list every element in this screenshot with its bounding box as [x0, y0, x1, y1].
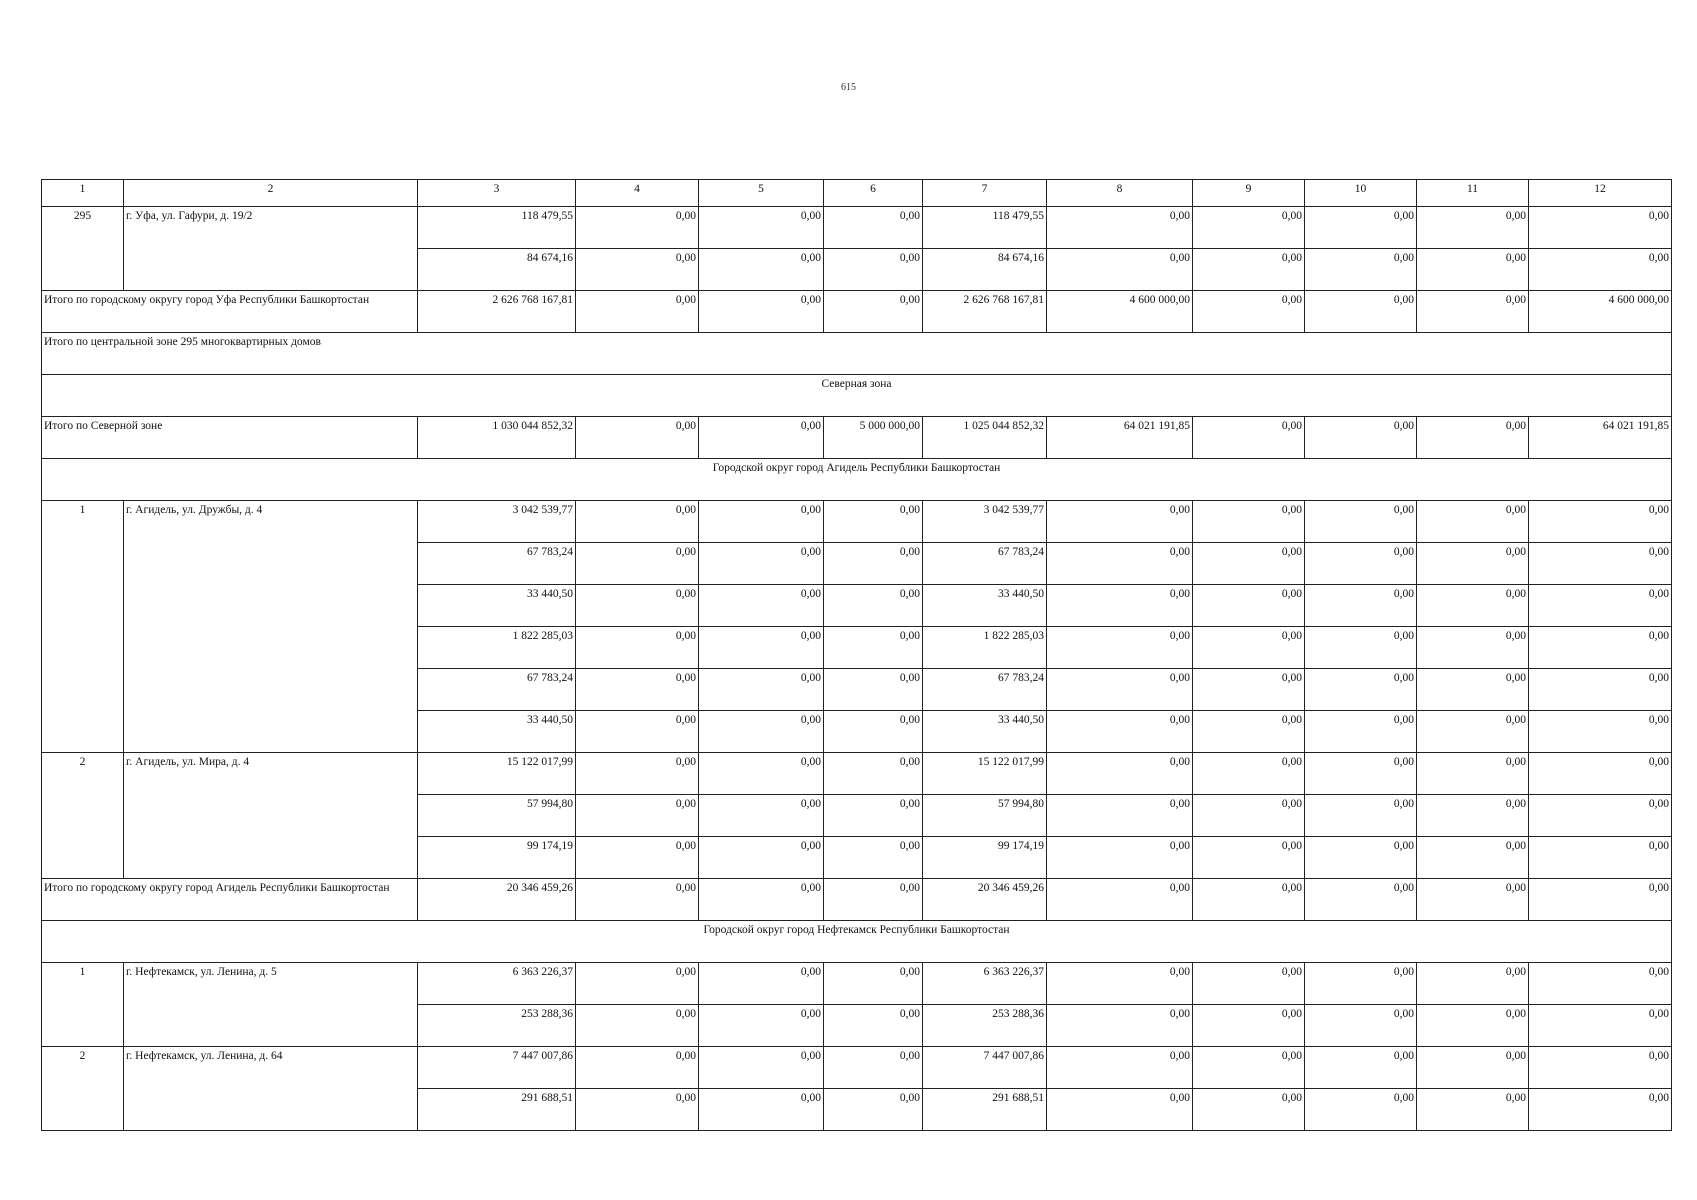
value-cell: 0,00	[699, 627, 824, 669]
total-value-cell: 20 346 459,26	[418, 879, 576, 921]
value-cell: 0,00	[1193, 207, 1305, 249]
value-cell: 6 363 226,37	[923, 963, 1047, 1005]
value-cell: 3 042 539,77	[923, 501, 1047, 543]
value-cell: 0,00	[1305, 1089, 1417, 1131]
value-cell: 0,00	[824, 543, 923, 585]
value-cell: 57 994,80	[418, 795, 576, 837]
total-value-cell: 5 000 000,00	[824, 417, 923, 459]
value-cell: 0,00	[1047, 795, 1193, 837]
zone-total-note-row	[42, 333, 1672, 375]
total-row	[42, 879, 1672, 921]
total-value-cell: 4 600 000,00	[1047, 291, 1193, 333]
value-cell: 0,00	[824, 501, 923, 543]
value-cell: 0,00	[699, 795, 824, 837]
value-cell: 0,00	[1193, 1089, 1305, 1131]
value-cell: 0,00	[1529, 669, 1672, 711]
value-cell: 0,00	[576, 1089, 699, 1131]
value-cell: 0,00	[1529, 1005, 1672, 1047]
address-cell: г. Нефтекамск, ул. Ленина, д. 64	[124, 1047, 418, 1131]
total-value-cell: 0,00	[576, 417, 699, 459]
value-cell: 0,00	[824, 837, 923, 879]
value-cell: 253 288,36	[418, 1005, 576, 1047]
value-cell: 0,00	[1305, 585, 1417, 627]
value-cell: 0,00	[1305, 837, 1417, 879]
value-cell: 0,00	[1417, 585, 1529, 627]
total-value-cell: 0,00	[576, 291, 699, 333]
value-cell: 0,00	[1305, 627, 1417, 669]
value-cell: 67 783,24	[923, 543, 1047, 585]
value-cell: 0,00	[1047, 543, 1193, 585]
column-header-5: 5	[699, 180, 824, 207]
value-cell: 99 174,19	[923, 837, 1047, 879]
value-cell: 7 447 007,86	[923, 1047, 1047, 1089]
total-value-cell: 64 021 191,85	[1047, 417, 1193, 459]
value-cell: 0,00	[1529, 207, 1672, 249]
value-cell: 67 783,24	[923, 669, 1047, 711]
value-cell: 0,00	[1529, 627, 1672, 669]
value-cell: 0,00	[1305, 669, 1417, 711]
total-label-cell: Итого по городскому округу город Уфа Республики Башкортостан	[42, 291, 418, 333]
value-cell: 0,00	[1417, 669, 1529, 711]
total-value-cell: 0,00	[576, 879, 699, 921]
value-cell: 0,00	[1529, 585, 1672, 627]
value-cell: 0,00	[824, 1005, 923, 1047]
total-value-cell: 0,00	[699, 879, 824, 921]
value-cell: 0,00	[699, 669, 824, 711]
address-cell: г. Агидель, ул. Мира, д. 4	[124, 753, 418, 879]
value-cell: 0,00	[576, 543, 699, 585]
table-row	[42, 207, 1672, 249]
value-cell: 0,00	[824, 711, 923, 753]
value-cell: 0,00	[1047, 501, 1193, 543]
section-header-row	[42, 375, 1672, 417]
value-cell: 291 688,51	[418, 1089, 576, 1131]
page-number: 615	[841, 82, 856, 93]
table-row	[42, 753, 1672, 795]
section-title-cell: Городской округ город Нефтекамск Республики Башкортостан	[42, 921, 1672, 963]
table-body	[42, 180, 1672, 1131]
value-cell: 0,00	[1529, 501, 1672, 543]
value-cell: 0,00	[576, 795, 699, 837]
total-value-cell: 0,00	[1417, 879, 1529, 921]
value-cell: 0,00	[1193, 1005, 1305, 1047]
value-cell: 0,00	[576, 585, 699, 627]
value-cell: 0,00	[1417, 1089, 1529, 1131]
column-header-12: 12	[1529, 180, 1672, 207]
value-cell: 0,00	[699, 543, 824, 585]
value-cell: 0,00	[1047, 249, 1193, 291]
value-cell: 0,00	[1417, 1047, 1529, 1089]
value-cell: 0,00	[1417, 753, 1529, 795]
value-cell: 57 994,80	[923, 795, 1047, 837]
value-cell: 0,00	[1305, 543, 1417, 585]
value-cell: 0,00	[1529, 753, 1672, 795]
value-cell: 0,00	[1417, 795, 1529, 837]
value-cell: 0,00	[824, 753, 923, 795]
total-value-cell: 20 346 459,26	[923, 879, 1047, 921]
value-cell: 0,00	[1417, 711, 1529, 753]
total-value-cell: 0,00	[1417, 417, 1529, 459]
value-cell: 0,00	[1193, 501, 1305, 543]
value-cell: 0,00	[1417, 543, 1529, 585]
value-cell: 0,00	[1193, 795, 1305, 837]
total-value-cell: 64 021 191,85	[1529, 417, 1672, 459]
value-cell: 0,00	[576, 711, 699, 753]
column-header-10: 10	[1305, 180, 1417, 207]
value-cell: 7 447 007,86	[418, 1047, 576, 1089]
value-cell: 0,00	[1047, 627, 1193, 669]
value-cell: 0,00	[1047, 1089, 1193, 1131]
value-cell: 3 042 539,77	[418, 501, 576, 543]
value-cell: 0,00	[824, 1047, 923, 1089]
value-cell: 0,00	[1417, 207, 1529, 249]
value-cell: 0,00	[1047, 207, 1193, 249]
column-header-9: 9	[1193, 180, 1305, 207]
value-cell: 118 479,55	[418, 207, 576, 249]
value-cell: 0,00	[824, 963, 923, 1005]
value-cell: 0,00	[1305, 963, 1417, 1005]
value-cell: 0,00	[1193, 627, 1305, 669]
value-cell: 0,00	[1193, 753, 1305, 795]
value-cell: 0,00	[824, 1089, 923, 1131]
value-cell: 0,00	[699, 207, 824, 249]
total-value-cell: 0,00	[1417, 291, 1529, 333]
value-cell: 6 363 226,37	[418, 963, 576, 1005]
value-cell: 0,00	[699, 711, 824, 753]
value-cell: 0,00	[824, 669, 923, 711]
value-cell: 0,00	[1193, 837, 1305, 879]
value-cell: 0,00	[576, 207, 699, 249]
table-row	[42, 501, 1672, 543]
value-cell: 0,00	[1047, 669, 1193, 711]
value-cell: 0,00	[1529, 837, 1672, 879]
column-header-4: 4	[576, 180, 699, 207]
value-cell: 0,00	[576, 753, 699, 795]
value-cell: 0,00	[1047, 711, 1193, 753]
value-cell: 0,00	[1047, 1005, 1193, 1047]
value-cell: 0,00	[1047, 753, 1193, 795]
value-cell: 67 783,24	[418, 669, 576, 711]
value-cell: 15 122 017,99	[923, 753, 1047, 795]
column-header-1: 1	[42, 180, 124, 207]
zone-total-note-cell: Итого по центральной зоне 295 многоквартирных домов	[42, 333, 1672, 375]
value-cell: 0,00	[1529, 543, 1672, 585]
value-cell: 33 440,50	[923, 585, 1047, 627]
address-cell: г. Уфа, ул. Гафури, д. 19/2	[124, 207, 418, 291]
total-value-cell: 0,00	[824, 291, 923, 333]
value-cell: 0,00	[1193, 963, 1305, 1005]
total-row	[42, 417, 1672, 459]
total-value-cell: 0,00	[1529, 879, 1672, 921]
total-value-cell: 0,00	[699, 291, 824, 333]
value-cell: 0,00	[1305, 501, 1417, 543]
value-cell: 0,00	[1529, 1089, 1672, 1131]
value-cell: 0,00	[824, 585, 923, 627]
value-cell: 0,00	[1529, 711, 1672, 753]
table-row	[42, 1047, 1672, 1089]
value-cell: 0,00	[1529, 795, 1672, 837]
value-cell: 0,00	[699, 1047, 824, 1089]
total-value-cell: 0,00	[699, 417, 824, 459]
value-cell: 0,00	[1047, 963, 1193, 1005]
address-cell: г. Нефтекамск, ул. Ленина, д. 5	[124, 963, 418, 1047]
value-cell: 0,00	[1305, 795, 1417, 837]
value-cell: 0,00	[1417, 627, 1529, 669]
value-cell: 0,00	[576, 501, 699, 543]
value-cell: 0,00	[576, 627, 699, 669]
value-cell: 15 122 017,99	[418, 753, 576, 795]
total-value-cell: 0,00	[824, 879, 923, 921]
value-cell: 0,00	[1047, 837, 1193, 879]
value-cell: 67 783,24	[418, 543, 576, 585]
value-cell: 0,00	[1047, 1047, 1193, 1089]
value-cell: 0,00	[1193, 1047, 1305, 1089]
value-cell: 1 822 285,03	[923, 627, 1047, 669]
total-value-cell: 0,00	[1305, 291, 1417, 333]
value-cell: 0,00	[1417, 963, 1529, 1005]
value-cell: 0,00	[576, 1005, 699, 1047]
value-cell: 253 288,36	[923, 1005, 1047, 1047]
value-cell: 0,00	[699, 1005, 824, 1047]
column-header-6: 6	[824, 180, 923, 207]
value-cell: 0,00	[576, 669, 699, 711]
section-header-row	[42, 921, 1672, 963]
value-cell: 33 440,50	[923, 711, 1047, 753]
capital-repair-register-table	[41, 179, 1672, 1131]
column-header-8: 8	[1047, 180, 1193, 207]
column-header-2: 2	[124, 180, 418, 207]
value-cell: 1 822 285,03	[418, 627, 576, 669]
value-cell: 0,00	[1047, 585, 1193, 627]
value-cell: 0,00	[824, 249, 923, 291]
value-cell: 0,00	[1193, 249, 1305, 291]
value-cell: 0,00	[1305, 1047, 1417, 1089]
value-cell: 0,00	[1305, 207, 1417, 249]
column-number-header-row	[42, 180, 1672, 207]
value-cell: 0,00	[1193, 711, 1305, 753]
value-cell: 0,00	[576, 249, 699, 291]
total-label-cell: Итого по Северной зоне	[42, 417, 418, 459]
column-header-11: 11	[1417, 180, 1529, 207]
total-value-cell: 0,00	[1193, 879, 1305, 921]
total-value-cell: 2 626 768 167,81	[418, 291, 576, 333]
value-cell: 0,00	[699, 963, 824, 1005]
value-cell: 0,00	[1193, 543, 1305, 585]
value-cell: 99 174,19	[418, 837, 576, 879]
value-cell: 0,00	[1529, 963, 1672, 1005]
total-value-cell: 0,00	[1193, 417, 1305, 459]
total-value-cell: 0,00	[1047, 879, 1193, 921]
value-cell: 0,00	[1193, 585, 1305, 627]
value-cell: 0,00	[699, 1089, 824, 1131]
value-cell: 84 674,16	[418, 249, 576, 291]
value-cell: 0,00	[1417, 501, 1529, 543]
row-number-cell: 2	[42, 1047, 124, 1131]
value-cell: 0,00	[1305, 711, 1417, 753]
value-cell: 33 440,50	[418, 711, 576, 753]
value-cell: 0,00	[1417, 1005, 1529, 1047]
value-cell: 0,00	[699, 249, 824, 291]
value-cell: 0,00	[1305, 249, 1417, 291]
value-cell: 0,00	[1417, 837, 1529, 879]
value-cell: 0,00	[699, 501, 824, 543]
total-row	[42, 291, 1672, 333]
total-value-cell: 2 626 768 167,81	[923, 291, 1047, 333]
row-number-cell: 295	[42, 207, 124, 291]
table-row	[42, 963, 1672, 1005]
total-value-cell: 0,00	[1305, 879, 1417, 921]
value-cell: 0,00	[576, 1047, 699, 1089]
value-cell: 0,00	[1529, 249, 1672, 291]
value-cell: 0,00	[1305, 1005, 1417, 1047]
section-title-cell: Городской округ город Агидель Республики Башкортостан	[42, 459, 1672, 501]
column-header-3: 3	[418, 180, 576, 207]
value-cell: 0,00	[1193, 669, 1305, 711]
value-cell: 0,00	[576, 837, 699, 879]
value-cell: 33 440,50	[418, 585, 576, 627]
value-cell: 0,00	[1417, 249, 1529, 291]
column-header-7: 7	[923, 180, 1047, 207]
section-title-cell: Северная зона	[42, 375, 1672, 417]
row-number-cell: 1	[42, 501, 124, 753]
value-cell: 0,00	[699, 585, 824, 627]
value-cell: 84 674,16	[923, 249, 1047, 291]
total-value-cell: 1 025 044 852,32	[923, 417, 1047, 459]
row-number-cell: 2	[42, 753, 124, 879]
total-value-cell: 1 030 044 852,32	[418, 417, 576, 459]
total-value-cell: 0,00	[1193, 291, 1305, 333]
value-cell: 0,00	[1305, 753, 1417, 795]
value-cell: 0,00	[576, 963, 699, 1005]
section-header-row	[42, 459, 1672, 501]
row-number-cell: 1	[42, 963, 124, 1047]
value-cell: 0,00	[1529, 1047, 1672, 1089]
address-cell: г. Агидель, ул. Дружбы, д. 4	[124, 501, 418, 753]
total-value-cell: 0,00	[1305, 417, 1417, 459]
value-cell: 118 479,55	[923, 207, 1047, 249]
value-cell: 0,00	[824, 207, 923, 249]
value-cell: 291 688,51	[923, 1089, 1047, 1131]
value-cell: 0,00	[824, 627, 923, 669]
total-label-cell: Итого по городскому округу город Агидель Республики Башкортостан	[42, 879, 418, 921]
value-cell: 0,00	[699, 837, 824, 879]
value-cell: 0,00	[699, 753, 824, 795]
total-value-cell: 4 600 000,00	[1529, 291, 1672, 333]
value-cell: 0,00	[824, 795, 923, 837]
